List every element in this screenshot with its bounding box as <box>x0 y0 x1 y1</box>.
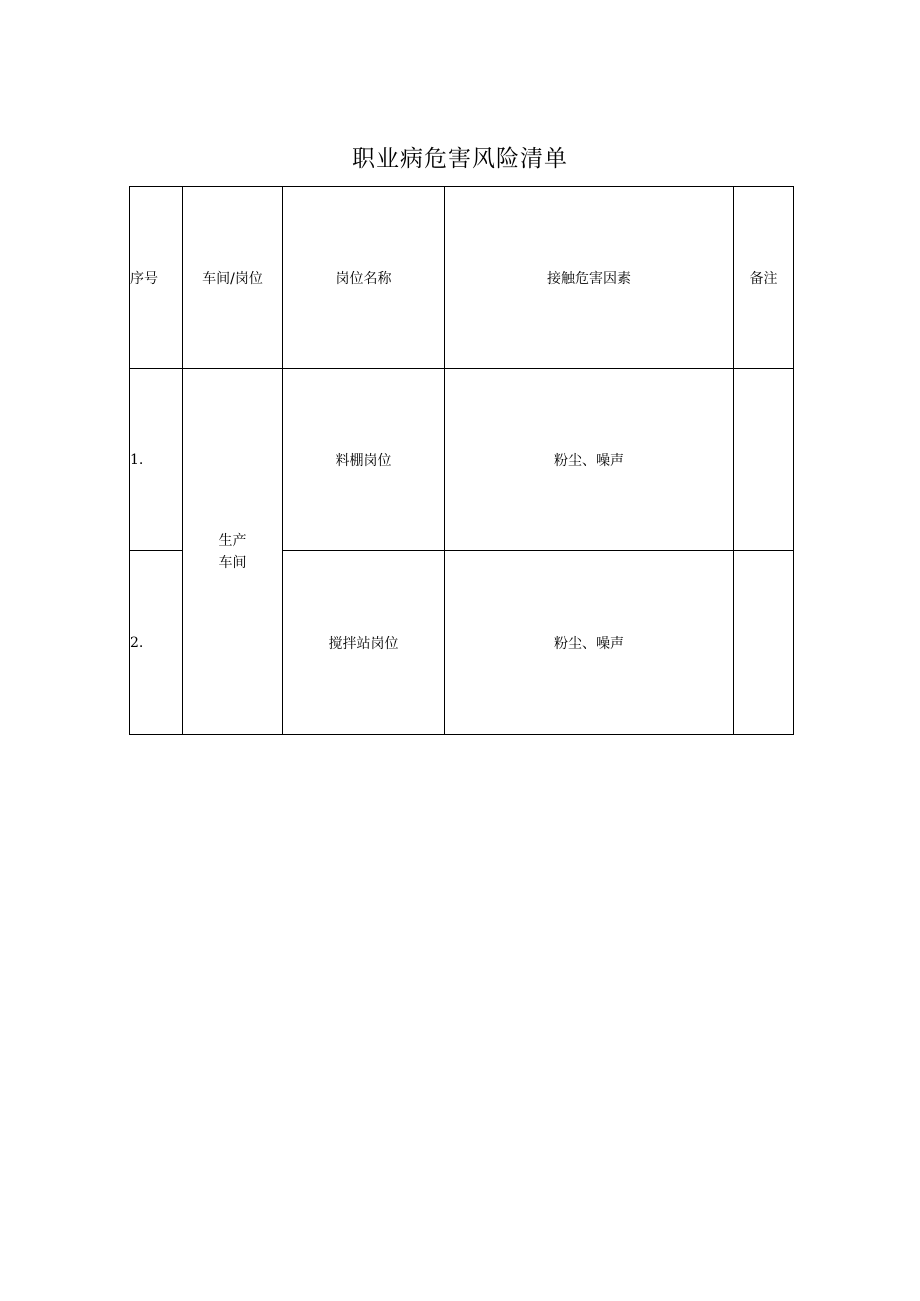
table-header-row <box>130 187 794 369</box>
row-notes <box>734 551 794 735</box>
row-post: 搅拌站岗位 <box>283 551 445 735</box>
hazard-risk-table <box>129 186 794 735</box>
row-notes <box>734 369 794 551</box>
row-seq: 2. <box>130 551 183 735</box>
header-workshop: 车间/岗位 <box>183 187 283 369</box>
header-post: 岗位名称 <box>283 187 445 369</box>
row-seq: 1. <box>130 369 183 551</box>
workshop-cell <box>183 369 283 735</box>
header-notes: 备注 <box>734 187 794 369</box>
table-row <box>130 369 794 551</box>
header-hazards: 接触危害因素 <box>445 187 734 369</box>
row-hazards: 粉尘、噪声 <box>445 551 734 735</box>
workshop-line-1: 生产 <box>218 532 247 549</box>
row-post: 料棚岗位 <box>283 369 445 551</box>
workshop-line-2: 车间 <box>218 554 247 571</box>
row-hazards: 粉尘、噪声 <box>445 369 734 551</box>
header-seq: 序号 <box>130 187 183 369</box>
document-title: 职业病危害风险清单 <box>352 146 568 172</box>
